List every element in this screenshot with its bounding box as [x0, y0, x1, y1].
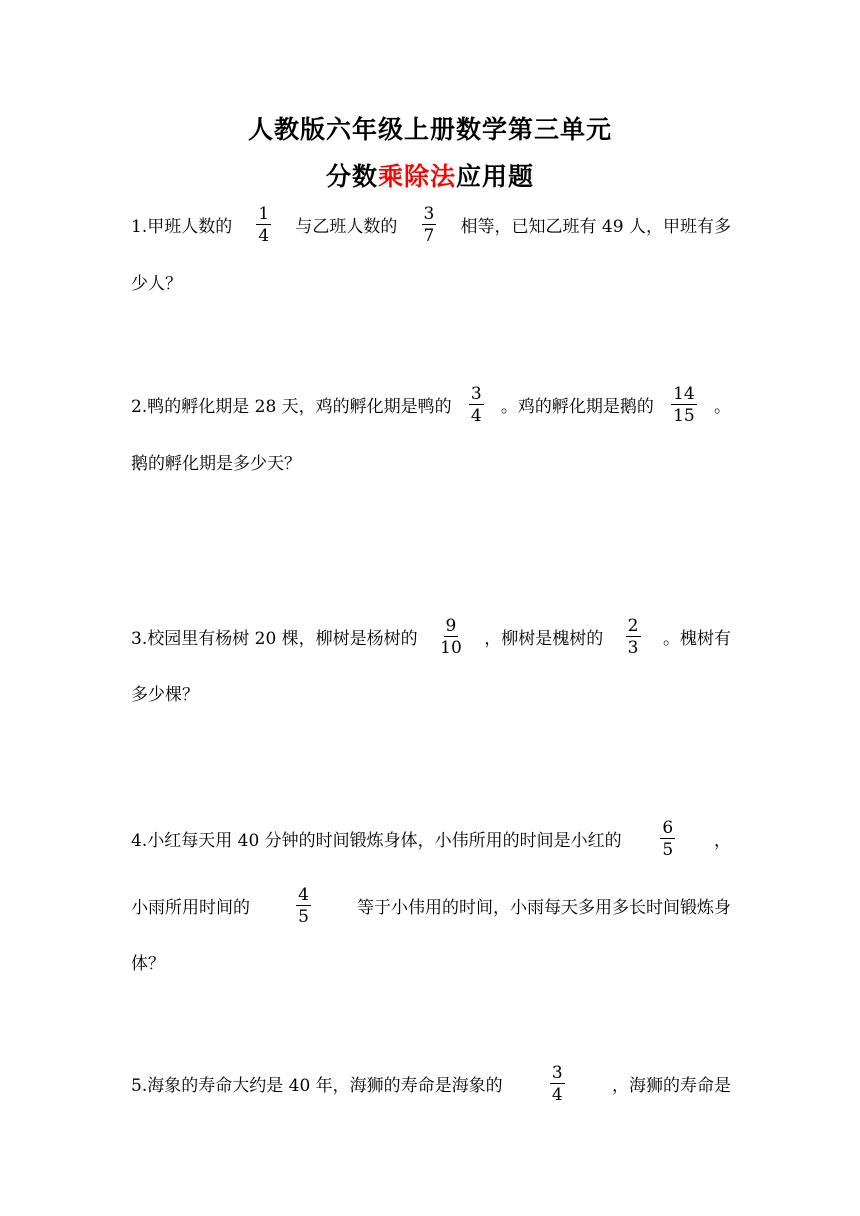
q1-text-b: 与乙班人数的: [295, 216, 398, 237]
question-1-line-1: [131, 205, 731, 248]
q5-text-b: ，海狮的寿命是: [612, 1075, 731, 1096]
question-4-line-2: [131, 886, 731, 929]
subtitle-prefix: 分数: [325, 162, 378, 191]
question-4-line-1: [131, 819, 731, 862]
q4-text-c: 小雨所用时间的: [131, 897, 250, 918]
q4-text-b: ，: [714, 830, 731, 851]
q3-text-b: ，柳树是槐树的: [484, 628, 604, 649]
q4-text-d: 等于小伟用的时间，小雨每天多用多长时间锻炼身: [356, 897, 731, 918]
q1-fraction-2: $\frac{3}{7}$: [423, 204, 435, 246]
q1-text-c: 相等，已知乙班有 49 人，甲班有多: [460, 216, 731, 237]
q1-fraction-1: $\frac{1}{4}$: [258, 204, 270, 246]
q5-text-a: 5.海象的寿命大约是 40 年，海狮的寿命是海象的: [131, 1075, 503, 1096]
page-title: 人教版六年级上册数学第三单元: [247, 115, 612, 144]
q5-fraction-1: $\frac{3}{4}$: [551, 1063, 563, 1105]
q4-text-a: 4.小红每天用 40 分钟的时间锻炼身体，小伟所用的时间是小红的: [131, 830, 622, 851]
q2-text-b: 。鸡的孵化期是鹅的: [500, 396, 654, 417]
q2-text-a: 2.鸭的孵化期是 28 天，鸡的孵化期是鸭的: [131, 396, 452, 417]
question-2-line-1: [131, 385, 731, 428]
q2-text-c: 。: [713, 396, 731, 417]
question-2-line-2: 鹅的孵化期是多少天？: [131, 454, 301, 474]
question-5-line-1: [131, 1064, 731, 1107]
subtitle-highlight: 乘除法: [377, 162, 456, 191]
q3-fraction-2: $\frac{2}{3}$: [627, 616, 639, 658]
page-subtitle: [0, 157, 860, 193]
q1-text-a: 1.甲班人数的: [131, 216, 233, 237]
q4-fraction-1: $\frac{6}{5}$: [662, 818, 674, 860]
q3-fraction-1: $\frac{9}{10}$: [440, 616, 462, 658]
question-4-line-3: 体？: [131, 954, 165, 974]
q4-fraction-2: $\frac{4}{5}$: [298, 885, 309, 927]
question-3-line-2: 多少棵？: [131, 685, 199, 705]
q2-fraction-1: $\frac{3}{4}$: [470, 384, 482, 426]
question-3-line-1: [131, 617, 731, 660]
question-1-line-2: 少人？: [131, 274, 182, 294]
subtitle-suffix: 应用题: [456, 162, 535, 191]
q3-text-a: 3.校园里有杨树 20 棵，柳树是杨树的: [131, 628, 418, 649]
q2-fraction-2: $\frac{14}{15}$: [673, 384, 695, 426]
q3-text-c: 。槐树有: [662, 628, 731, 649]
